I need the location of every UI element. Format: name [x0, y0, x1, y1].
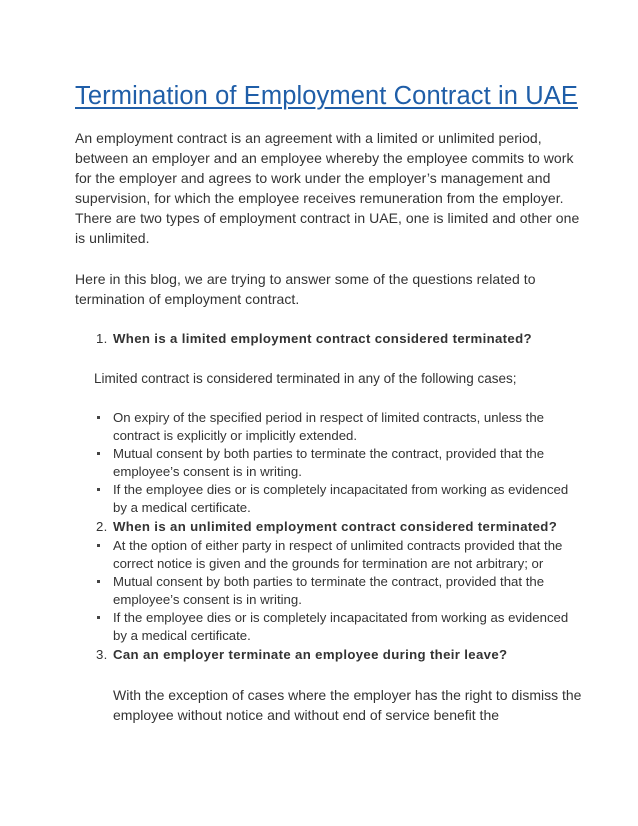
- list-item: If the employee dies or is completely incapacitated from working as evidenced by a medical certificate.: [75, 481, 585, 516]
- question-3: [75, 645, 585, 665]
- bullet-icon: [97, 488, 100, 491]
- question-1: [75, 329, 585, 349]
- list-item: Mutual consent by both parties to terminate the contract, provided that the employee’s consent is in writing.: [75, 445, 585, 480]
- bullet-icon: [97, 544, 100, 547]
- question-text: When is an unlimited employment contract considered terminated?: [113, 519, 558, 534]
- question-1-lead: Limited contract is considered terminated in any of the following cases;: [94, 371, 517, 386]
- question-number: 2.: [96, 519, 108, 534]
- document-page: [75, 75, 585, 739]
- question-1-bullets: [75, 409, 585, 516]
- question-number: 3.: [96, 647, 108, 662]
- intro-paragraph: An employment contract is an agreement with a limited or unlimited period, between an employer and an employee whereby the employee commits to work for the employer and agrees to work under the employer’s management and supervision, for which the employee receives remuneration from the employer. There are two types of employment contract in UAE, one is limited and other one is unlimited.: [75, 130, 580, 246]
- bullet-icon: [97, 580, 100, 583]
- bullet-icon: [97, 416, 100, 419]
- question-3-answer: With the exception of cases where the employer has the right to dismiss the employee without notice and without end of service benefit the: [113, 687, 582, 723]
- list-item: On expiry of the specified period in respect of limited contracts, unless the contract is explicitly or implicitly extended.: [75, 409, 585, 444]
- question-2-bullets: [75, 537, 585, 644]
- question-text: When is a limited employment contract considered terminated?: [113, 331, 532, 346]
- list-item: Mutual consent by both parties to terminate the contract, provided that the employee’s consent is in writing.: [75, 573, 585, 608]
- bullet-icon: [97, 452, 100, 455]
- document-title[interactable]: Termination of Employment Contract in UAE: [75, 82, 578, 110]
- question-2: [75, 517, 585, 537]
- list-item: If the employee dies or is completely incapacitated from working as evidenced by a medical certificate.: [75, 609, 585, 644]
- list-item: At the option of either party in respect of unlimited contracts provided that the correct notice is given and the grounds for termination are not arbitrary; or: [75, 537, 585, 572]
- bullet-icon: [97, 616, 100, 619]
- question-text: Can an employer terminate an employee during their leave?: [113, 647, 508, 662]
- blog-intro-paragraph: Here in this blog, we are trying to answer some of the questions related to termination of employment contract.: [75, 271, 536, 307]
- question-number: 1.: [96, 331, 108, 346]
